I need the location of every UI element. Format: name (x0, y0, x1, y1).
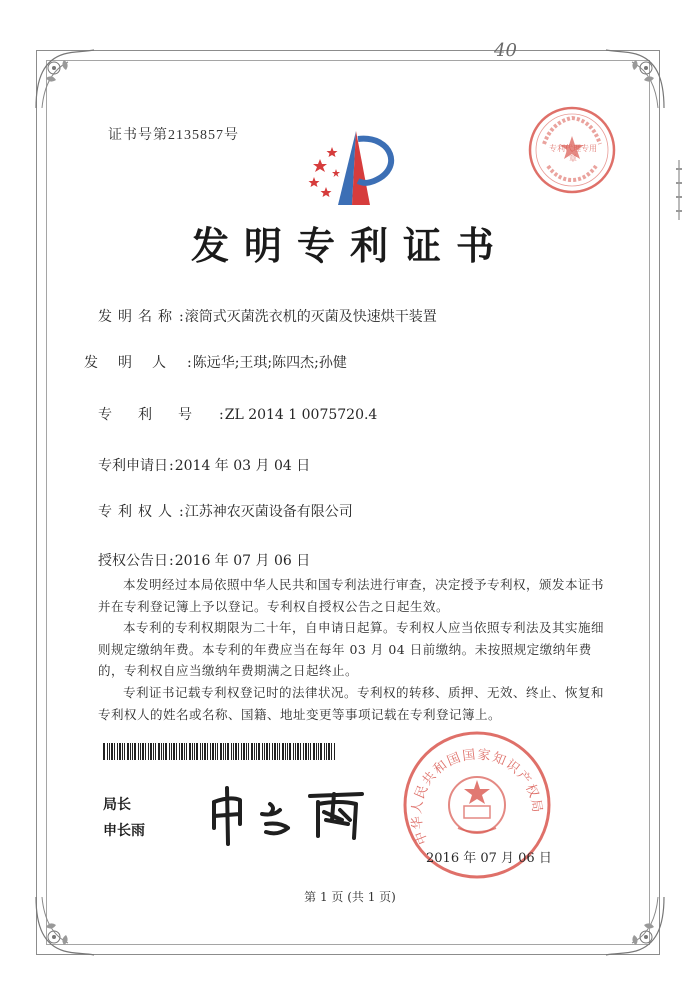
barcode-bar (165, 743, 167, 760)
barcode-bar (305, 743, 307, 760)
barcode-bar (150, 743, 152, 760)
barcode-bar (194, 743, 195, 760)
barcode-bar (300, 743, 301, 760)
barcode-bar (176, 743, 177, 760)
field-announcement-date: 授权公告日:2016 年 07 月 06 日 (98, 550, 310, 570)
barcode-bar (200, 743, 201, 760)
barcode-bar (262, 743, 263, 760)
barcode-bar (324, 743, 325, 760)
barcode-bar (140, 743, 141, 760)
barcode-bar (217, 743, 218, 760)
inventors-value: 陈远华;王琪;陈四杰;孙健 (192, 355, 347, 371)
barcode-bar (256, 743, 257, 760)
field-patent-number: 专利号:ZL 2014 1 0075720.4 (98, 404, 377, 424)
barcode-bar (238, 743, 239, 760)
barcode-bar (184, 743, 185, 760)
barcode-bar (103, 743, 105, 760)
barcode-bar (272, 743, 273, 760)
barcode-bar (117, 743, 118, 760)
barcode-bar (204, 743, 206, 760)
field-invention-name: 发明名称:滚筒式灭菌洗衣机的灭菌及快速烘干装置 (98, 306, 437, 326)
barcode-bar (225, 743, 226, 760)
barcode-bar (285, 743, 286, 760)
seal-text: 中华人民共和国国家知识产权局 (409, 747, 545, 847)
barcode-bar (254, 743, 255, 760)
barcode-bar (179, 743, 180, 760)
seal-date: 2016 年 07 月 06 日 (426, 851, 552, 866)
page-number: 第 1 页 (共 1 页) (304, 890, 396, 904)
barcode-bar (289, 743, 291, 760)
barcode-bar (233, 743, 234, 760)
barcode-bar (258, 743, 260, 760)
barcode-bar (196, 743, 198, 760)
barcode-bar (266, 743, 268, 760)
barcode-bar (331, 743, 332, 760)
barcode-bar (231, 743, 232, 760)
barcode-bar (241, 743, 242, 760)
certificate-body (98, 574, 608, 725)
barcode-bar (142, 743, 144, 760)
barcode-bar (274, 743, 276, 760)
corner-ornament-icon (34, 48, 96, 110)
director-title: 局长 (103, 797, 131, 813)
patentee-label: 专利权人 (98, 504, 178, 520)
barcode-bar (212, 743, 214, 760)
barcode-bar (192, 743, 193, 760)
barcode-bar (173, 743, 175, 760)
barcode-bar (251, 743, 253, 760)
barcode-bar (202, 743, 203, 760)
invention-name-value: 滚筒式灭菌洗衣机的灭菌及快速烘干装置 (184, 309, 437, 325)
announcement-date-value: 2016 年 07 月 06 日 (174, 553, 311, 569)
barcode-bar (308, 743, 309, 760)
barcode-bar (316, 743, 317, 760)
barcode-bar (269, 743, 270, 760)
barcode-bar (207, 743, 208, 760)
field-patentee: 专利权人:江苏神农灭菌设备有限公司 (98, 501, 353, 521)
barcode-bar (293, 743, 294, 760)
barcode-bar (210, 743, 211, 760)
barcode-bar (181, 743, 183, 760)
barcode-bar (130, 743, 131, 760)
certificate-number-label: 证书号第 (108, 127, 168, 143)
barcode-bar (122, 743, 123, 760)
handwritten-note: 40 (494, 40, 517, 61)
director-signature-icon (200, 780, 375, 850)
inventors-label: 发明人 (84, 355, 186, 371)
barcode-bar (155, 743, 156, 760)
field-filing-date: 专利申请日:2014 年 03 月 04 日 (98, 455, 310, 475)
barcode-bar (132, 743, 133, 760)
barcode-bar (153, 743, 154, 760)
barcode-bar (287, 743, 288, 760)
barcode-bar (248, 743, 249, 760)
barcode-bar (124, 743, 125, 760)
barcode-bar (189, 743, 191, 760)
barcode-bar (313, 743, 315, 760)
barcode-bar (114, 743, 115, 760)
body-paragraph-2: 本专利的专利权期限为二十年，自申请日起算。专利权人应当依照专利法及其实施细则规定缴纳年费。本专利的年费应当在每年 03 月 04 日前缴纳。未按照规定缴纳年费的，专利权自应当缴纳年费期满之日起终止。 (98, 620, 605, 679)
barcode-bar (320, 743, 322, 760)
barcode-bar (318, 743, 319, 760)
barcode-bar (148, 743, 149, 760)
director-name: 申长雨 (103, 823, 145, 839)
barcode-bar (303, 743, 304, 760)
barcode-bar (295, 743, 296, 760)
barcode-bar (282, 743, 284, 760)
barcode-bar (328, 743, 330, 760)
barcode-bar (227, 743, 229, 760)
barcode-bar (145, 743, 146, 760)
scan-edge-mark (676, 160, 684, 220)
barcode-bar (138, 743, 139, 760)
barcode-icon (103, 743, 338, 760)
barcode-bar (220, 743, 222, 760)
barcode-bar (277, 743, 278, 760)
barcode-bar (326, 743, 327, 760)
filing-date-value: 2014 年 03 月 04 日 (174, 458, 311, 474)
barcode-bar (109, 743, 110, 760)
certificate-number (108, 124, 239, 144)
barcode-bar (134, 743, 136, 760)
barcode-bar (111, 743, 113, 760)
barcode-bar (119, 743, 121, 760)
barcode-bar (334, 743, 335, 760)
certificate-number-value: 2135857 (168, 128, 224, 143)
barcode-bar (215, 743, 216, 760)
barcode-bar (163, 743, 164, 760)
barcode-bar (158, 743, 160, 760)
barcode-bar (310, 743, 311, 760)
body-paragraph-1: 本发明经过本局依照中华人民共和国专利法进行审查，决定授予专利权，颁发本证书并在专利登记簿上予以登记。专利权自授权公告之日起生效。 (98, 577, 605, 614)
announcement-date-label: 授权公告日 (98, 553, 168, 569)
barcode-bar (235, 743, 237, 760)
patent-number-value: ZL 2014 1 0075720.4 (224, 407, 378, 423)
patentee-value: 江苏神农灭菌设备有限公司 (184, 504, 353, 520)
barcode-bar (107, 743, 108, 760)
patent-number-label: 专利号 (98, 407, 218, 423)
small-stamp-text: 专利代理专用章 (549, 144, 597, 163)
cnipa-logo-icon (300, 125, 410, 210)
barcode-bar (169, 743, 170, 760)
corner-ornament-icon (604, 48, 666, 110)
certificate-number-suffix: 号 (224, 127, 239, 143)
barcode-bar (246, 743, 247, 760)
barcode-bar (127, 743, 129, 760)
barcode-bar (161, 743, 162, 760)
invention-name-label: 发明名称 (98, 309, 178, 325)
barcode-bar (297, 743, 299, 760)
field-inventors: 发明人:陈远华;王琪;陈四杰;孙健 (84, 352, 347, 372)
barcode-bar (243, 743, 245, 760)
barcode-bar (171, 743, 172, 760)
page-title: 发明专利证书 (190, 223, 509, 268)
barcode-bar (264, 743, 265, 760)
barcode-bar (186, 743, 187, 760)
filing-date-label: 专利申请日 (98, 458, 168, 474)
barcode-bar (279, 743, 280, 760)
body-paragraph-3: 专利证书记载专利权登记时的法律状况。专利权的转移、质押、无效、终止、恢复和专利权人的姓名或名称、国籍、地址变更等事项记载在专利登记簿上。 (98, 684, 605, 722)
barcode-bar (223, 743, 224, 760)
